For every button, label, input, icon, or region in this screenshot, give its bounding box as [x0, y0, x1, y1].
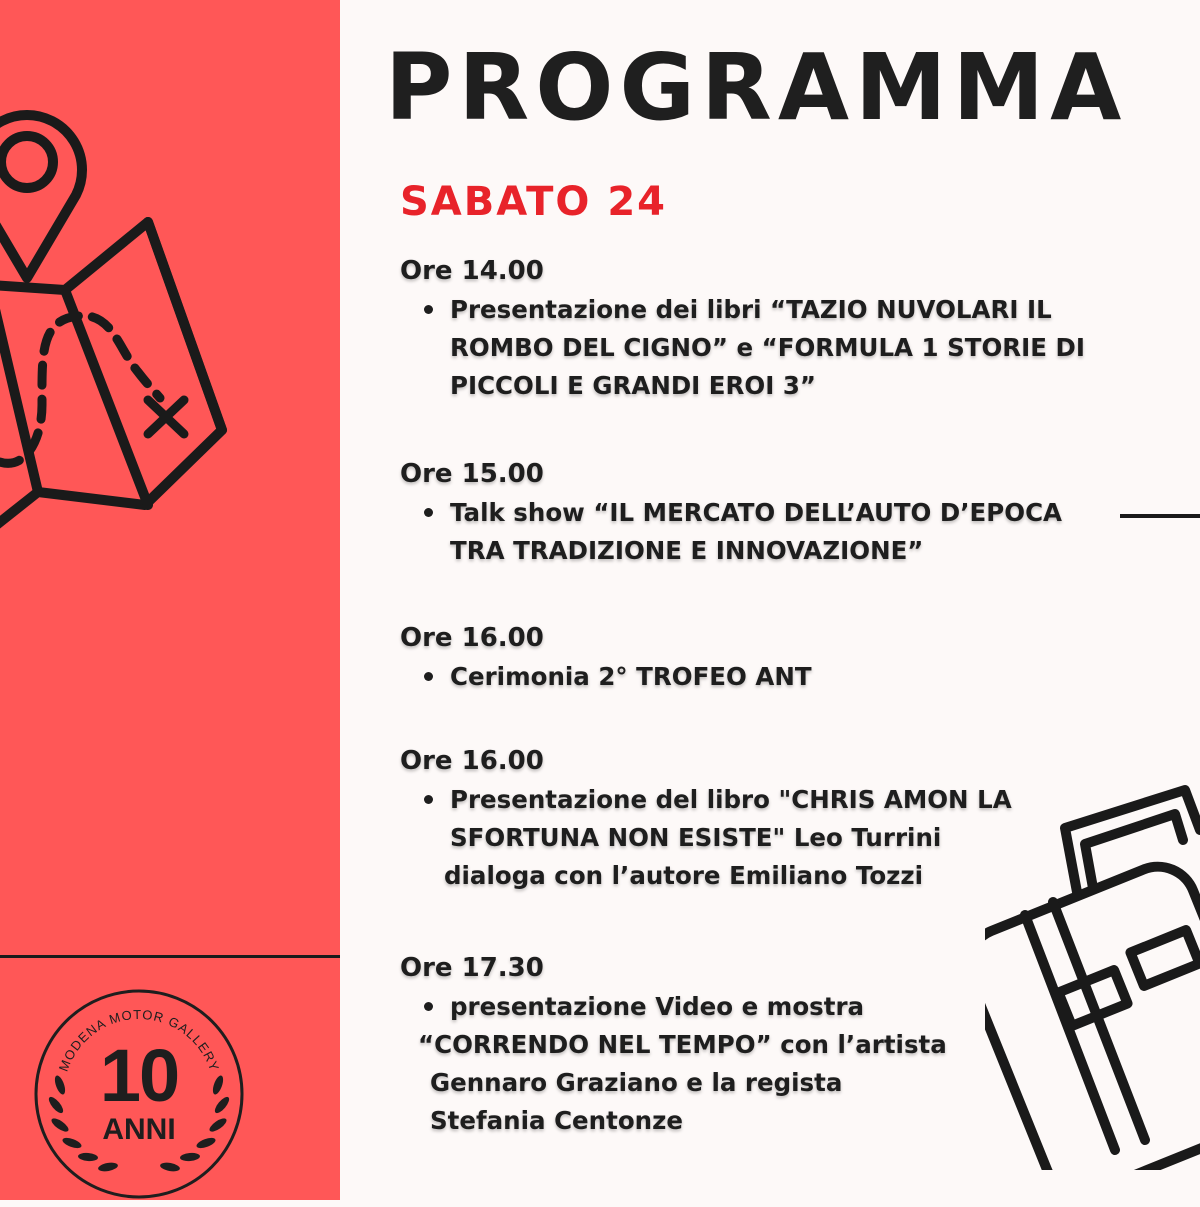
suitcase-icon: [985, 770, 1200, 1170]
event-line: PICCOLI E GRANDI EROI 3”: [450, 371, 817, 400]
event-line: SFORTUNA NON ESISTE" Leo Turrini: [450, 823, 942, 852]
event-description: [450, 494, 1140, 570]
event-description: [450, 658, 1140, 696]
event-time: Ore 16.00: [400, 623, 544, 653]
schedule-entry: [400, 255, 1140, 405]
left-divider: [0, 955, 340, 958]
event-time: Ore 14.00: [400, 256, 544, 286]
event-line: Talk show “IL MERCATO DELL’AUTO D’EPOCA: [450, 498, 1063, 527]
event-line: TRA TRADIZIONE E INNOVAZIONE”: [450, 536, 924, 565]
event-line: Cerimonia 2° TROFEO ANT: [450, 662, 812, 691]
anniversary-badge: [30, 985, 248, 1203]
map-illustration: [0, 0, 340, 560]
schedule-entry: [400, 622, 1140, 696]
bullet-icon: [424, 795, 433, 804]
map-pin-icon: [0, 115, 82, 278]
bullet-icon: [424, 305, 433, 314]
bullet-icon: [424, 508, 433, 517]
event-line: ROMBO DEL CIGNO” e “FORMULA 1 STORIE DI: [450, 333, 1086, 362]
schedule-entry: [400, 458, 1140, 570]
bullet-icon: [424, 1002, 433, 1011]
x-mark-icon: [148, 400, 184, 434]
badge-ring-text: MODENA MOTOR GALLERY: [55, 1006, 223, 1074]
event-line: dialoga con l’autore Emiliano Tozzi: [444, 861, 924, 890]
event-description: [450, 291, 1140, 405]
event-line: Presentazione del libro "CHRIS AMON LA: [450, 785, 1012, 814]
event-time: Ore 16.00: [400, 746, 544, 776]
event-time: Ore 15.00: [400, 459, 544, 489]
event-line: “CORRENDO NEL TEMPO” con l’artista: [418, 1030, 947, 1059]
event-time: Ore 17.30: [400, 953, 544, 983]
event-line: Stefania Centonze: [430, 1106, 683, 1135]
event-line: Gennaro Graziano e la regista: [430, 1068, 843, 1097]
badge-number: 10: [99, 1034, 179, 1117]
day-heading: SABATO 24: [400, 179, 667, 225]
badge-label: ANNI: [102, 1113, 176, 1146]
bullet-icon: [424, 672, 433, 681]
page-title: PROGRAMMA: [385, 34, 1128, 141]
right-decorative-rule: [1120, 514, 1200, 518]
event-line: presentazione Video e mostra: [450, 992, 865, 1021]
event-line: Presentazione dei libri “TAZIO NUVOLARI IL: [450, 295, 1052, 324]
